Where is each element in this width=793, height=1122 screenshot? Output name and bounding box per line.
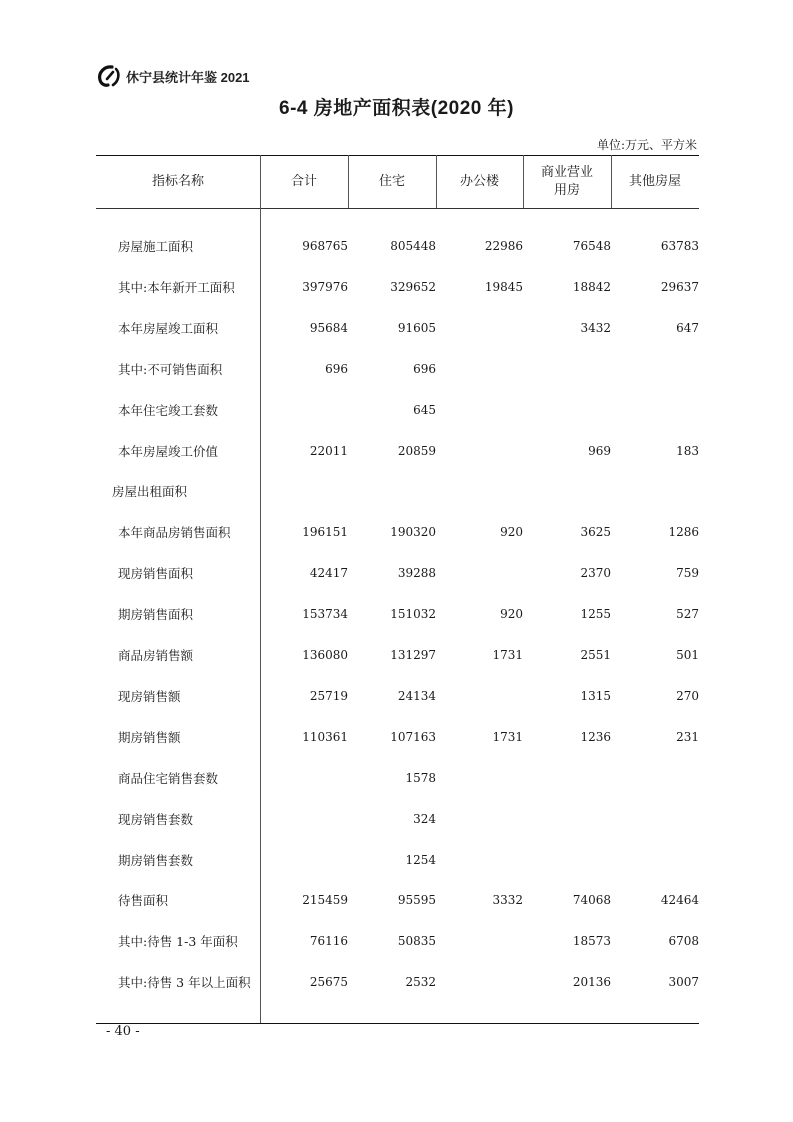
row-value: 18842 bbox=[572, 279, 611, 294]
col-header-commercial bbox=[523, 155, 611, 208]
row-value: 696 bbox=[413, 361, 436, 376]
table-row bbox=[96, 880, 699, 921]
row-value: 76548 bbox=[572, 239, 611, 253]
book-title: 休宁县统计年鉴 2021 bbox=[126, 69, 250, 85]
col-header-total: 合计 bbox=[290, 173, 317, 189]
row-value: 24134 bbox=[397, 688, 436, 703]
row-value bbox=[346, 471, 436, 512]
row-value bbox=[258, 758, 348, 799]
row-value bbox=[258, 390, 348, 431]
row-label: 本年商品房销售面积 bbox=[118, 525, 231, 541]
row-value: 91605 bbox=[397, 320, 436, 335]
row-value: 1731 bbox=[492, 729, 523, 744]
row-value: 183 bbox=[676, 443, 699, 458]
row-value: 270 bbox=[676, 688, 699, 703]
row-value: 645 bbox=[413, 402, 436, 417]
page-number: - 40 - bbox=[106, 1024, 140, 1039]
row-value: 18573 bbox=[572, 934, 611, 949]
row-value bbox=[433, 471, 523, 512]
table-row bbox=[96, 471, 699, 512]
row-value: 6708 bbox=[668, 934, 699, 949]
row-value: 19845 bbox=[484, 279, 523, 294]
row-label: 本年房屋竣工价值 bbox=[118, 443, 219, 459]
row-label: 其中:本年新开工面积 bbox=[118, 279, 235, 295]
row-value: 397976 bbox=[302, 279, 348, 294]
col-header-other: 其他房屋 bbox=[628, 173, 681, 189]
row-value: 42464 bbox=[660, 893, 699, 908]
row-value bbox=[521, 349, 611, 390]
row-value: 1578 bbox=[405, 770, 436, 785]
row-value bbox=[521, 390, 611, 431]
row-value bbox=[258, 471, 348, 512]
table-row bbox=[96, 267, 699, 308]
row-value: 25719 bbox=[309, 688, 348, 703]
row-value bbox=[433, 349, 523, 390]
running-header bbox=[96, 62, 250, 90]
row-value: 2532 bbox=[405, 975, 436, 990]
row-value: 2551 bbox=[580, 648, 611, 662]
row-value: 3332 bbox=[492, 893, 523, 908]
unit-note: 单位:万元、平方米 bbox=[596, 138, 697, 152]
data-table bbox=[96, 155, 699, 1025]
row-value bbox=[433, 553, 523, 594]
row-value bbox=[521, 758, 611, 799]
row-value: 1315 bbox=[580, 688, 611, 703]
table-row bbox=[96, 962, 699, 1003]
row-label: 房屋出租面积 bbox=[112, 484, 188, 500]
table-title: 6-4 房地产面积表(2020 年) bbox=[279, 98, 514, 119]
row-value: 696 bbox=[325, 361, 348, 376]
row-value: 131297 bbox=[390, 648, 436, 662]
row-value bbox=[609, 390, 699, 431]
row-value bbox=[609, 799, 699, 840]
table-row bbox=[96, 635, 699, 676]
table-row bbox=[96, 921, 699, 962]
row-value: 42417 bbox=[309, 566, 348, 581]
table-row bbox=[96, 676, 699, 717]
row-label: 商品房销售额 bbox=[118, 648, 194, 663]
row-label: 本年住宅竣工套数 bbox=[118, 402, 219, 418]
row-value bbox=[521, 799, 611, 840]
row-value: 501 bbox=[676, 648, 699, 662]
yearbook-logo-icon bbox=[96, 63, 122, 89]
row-value: 3432 bbox=[580, 320, 611, 335]
row-value: 3007 bbox=[668, 975, 699, 990]
row-value: 215459 bbox=[302, 893, 348, 908]
row-value: 153734 bbox=[302, 607, 348, 622]
row-value bbox=[609, 840, 699, 881]
table-row bbox=[96, 512, 699, 553]
row-value: 22986 bbox=[484, 239, 523, 253]
row-value: 95684 bbox=[309, 320, 348, 335]
row-value: 74068 bbox=[572, 893, 611, 908]
row-value: 39288 bbox=[397, 566, 436, 581]
row-value: 1731 bbox=[492, 648, 523, 662]
row-value: 50835 bbox=[397, 934, 436, 949]
table-row bbox=[96, 594, 699, 635]
row-value bbox=[258, 799, 348, 840]
row-value: 968765 bbox=[302, 239, 348, 253]
row-value bbox=[521, 471, 611, 512]
row-label: 期房销售面积 bbox=[118, 607, 194, 623]
row-label: 商品住宅销售套数 bbox=[118, 770, 219, 786]
row-label: 其中:不可销售面积 bbox=[118, 361, 223, 377]
row-value bbox=[433, 921, 523, 962]
table-row bbox=[96, 553, 699, 594]
row-value bbox=[433, 758, 523, 799]
row-value: 324 bbox=[413, 811, 436, 826]
row-value: 1286 bbox=[668, 525, 699, 540]
row-value bbox=[433, 799, 523, 840]
row-value: 3625 bbox=[580, 525, 611, 540]
row-value: 110361 bbox=[302, 729, 348, 744]
row-value: 647 bbox=[676, 320, 699, 335]
row-value bbox=[609, 471, 699, 512]
row-value bbox=[433, 962, 523, 1003]
row-value bbox=[258, 840, 348, 881]
row-value bbox=[609, 349, 699, 390]
row-label: 现房销售额 bbox=[118, 688, 181, 704]
row-value: 25675 bbox=[309, 975, 348, 990]
row-value: 329652 bbox=[390, 279, 436, 294]
row-value: 805448 bbox=[390, 239, 436, 253]
row-value: 20859 bbox=[397, 443, 436, 458]
col-header-name: 指标名称 bbox=[151, 173, 204, 189]
row-value bbox=[433, 308, 523, 349]
row-value: 759 bbox=[676, 566, 699, 581]
row-value: 76116 bbox=[309, 934, 348, 949]
row-value bbox=[433, 390, 523, 431]
table-row bbox=[96, 840, 699, 881]
row-value: 527 bbox=[676, 607, 699, 622]
row-value: 1254 bbox=[405, 852, 436, 867]
col-header-commercial-line2: 用房 bbox=[553, 182, 580, 198]
row-label: 其中:待售 1-3 年面积 bbox=[118, 934, 238, 950]
row-value: 969 bbox=[588, 443, 611, 458]
row-value: 63783 bbox=[660, 239, 699, 253]
row-value: 190320 bbox=[390, 525, 436, 540]
row-value: 95595 bbox=[397, 893, 436, 908]
table-row bbox=[96, 717, 699, 758]
col-header-commercial-line1: 商业营业 bbox=[540, 164, 593, 180]
row-label: 期房销售套数 bbox=[118, 852, 194, 868]
table-row bbox=[96, 349, 699, 390]
table-bottom-rule bbox=[96, 1023, 699, 1024]
row-value: 920 bbox=[500, 607, 523, 622]
table-row bbox=[96, 758, 699, 799]
row-value: 151032 bbox=[390, 607, 436, 622]
table-row bbox=[96, 431, 699, 472]
table-row bbox=[96, 799, 699, 840]
col-header-residential: 住宅 bbox=[378, 173, 405, 189]
row-label: 其中:待售 3 年以上面积 bbox=[118, 975, 251, 991]
row-value: 29637 bbox=[660, 279, 699, 294]
row-label: 期房销售额 bbox=[118, 729, 181, 745]
table-row bbox=[96, 226, 699, 267]
row-label: 本年房屋竣工面积 bbox=[118, 320, 219, 336]
row-value: 1236 bbox=[580, 729, 611, 744]
row-value bbox=[433, 840, 523, 881]
row-value: 920 bbox=[500, 525, 523, 540]
row-value: 231 bbox=[676, 729, 699, 744]
row-value bbox=[609, 758, 699, 799]
col-header-office: 办公楼 bbox=[459, 173, 499, 189]
row-label: 现房销售套数 bbox=[118, 811, 194, 827]
table-header-rule bbox=[96, 208, 699, 209]
row-value: 107163 bbox=[390, 729, 436, 744]
table-row bbox=[96, 390, 699, 431]
row-value bbox=[521, 840, 611, 881]
row-value: 1255 bbox=[580, 607, 611, 622]
row-label: 待售面积 bbox=[118, 893, 169, 909]
row-label: 现房销售面积 bbox=[118, 566, 194, 582]
row-label: 房屋施工面积 bbox=[118, 239, 194, 254]
row-value: 2370 bbox=[580, 566, 611, 581]
row-value: 136080 bbox=[302, 648, 348, 662]
row-value: 20136 bbox=[572, 975, 611, 990]
row-value: 22011 bbox=[309, 443, 348, 458]
row-value: 196151 bbox=[302, 525, 348, 540]
table-row bbox=[96, 308, 699, 349]
row-value bbox=[433, 676, 523, 717]
row-value bbox=[433, 431, 523, 472]
